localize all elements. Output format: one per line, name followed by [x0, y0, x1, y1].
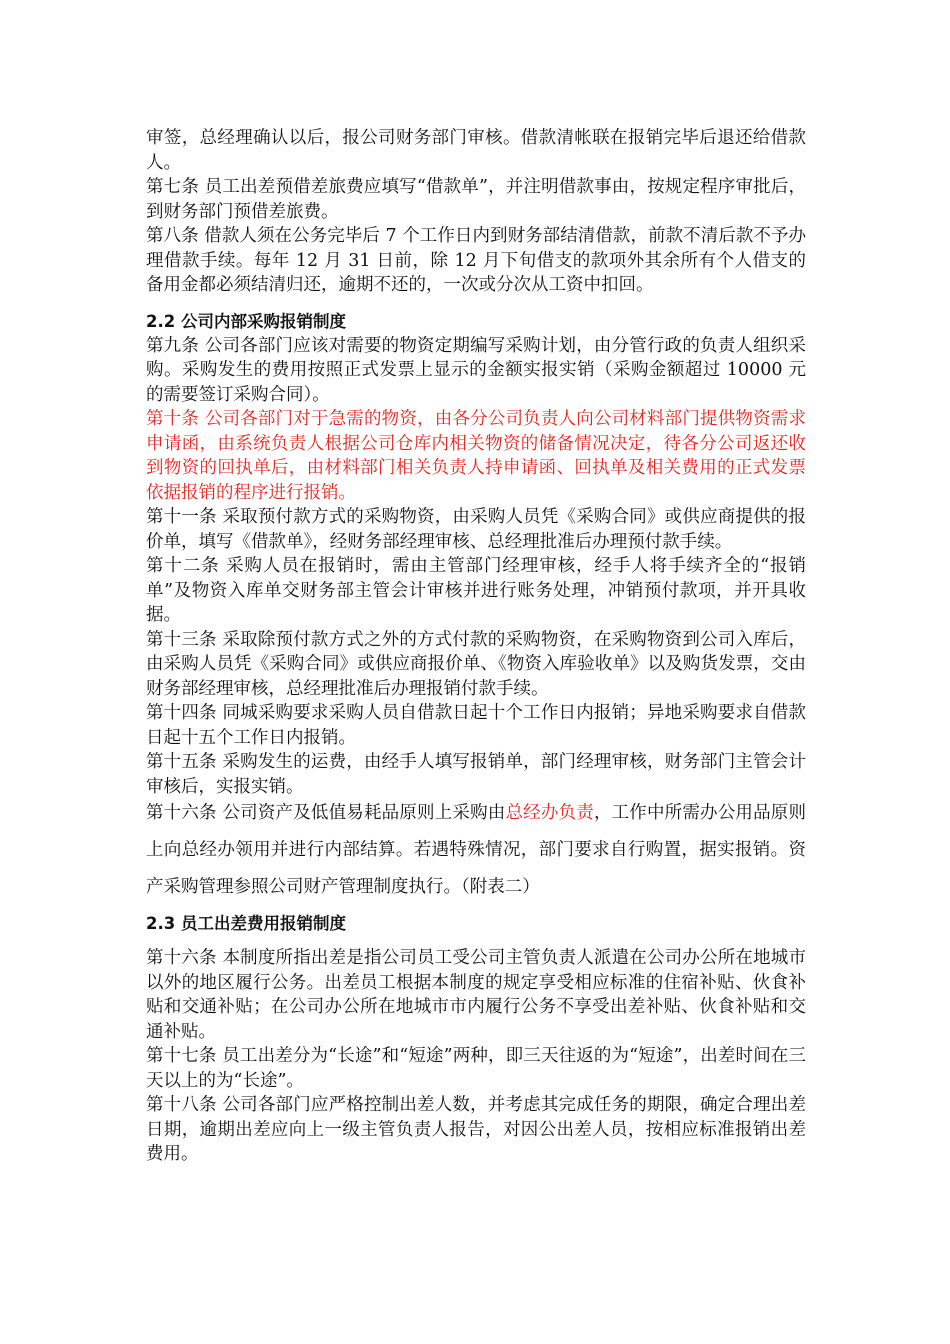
article-17: 第十七条 员工出差分为“长途”和“短途”两种，即三天往返的为“短途”，出差时间在三天以上的为“长途”。: [146, 1046, 806, 1091]
article-16-travel: 第十六条 本制度所指出差是指公司员工受公司主管负责人派遣在公司办公所在地城市以外的地区履行公务。出差员工根据本制度的规定享受相应标准的住宿补贴、伙食补贴和交通补贴；在公司办公所在地城市市内履行公务不享受出差补贴、伙食补贴和交通补贴。: [146, 948, 806, 1042]
section-heading-2-2: 2.2 公司内部采购报销制度: [146, 311, 346, 331]
section-heading-2-3: 2.3 员工出差费用报销制度: [146, 914, 346, 933]
article-7: 第七条 员工出差预借差旅费应填写“借款单”，并注明借款事由，按规定程序审批后，到财务部门预借差旅费。: [146, 177, 806, 222]
paragraph-continuation: 审签，总经理确认以后，报公司财务部门审核。借款清帐联在报销完毕后退还给借款人。: [146, 128, 806, 173]
article-16-highlight: 总经办负责: [505, 803, 594, 823]
document-page: [146, 126, 806, 1167]
article-14: 第十四条 同城采购要求采购人员自借款日起十个工作日内报销；异地采购要求自借款日起十五个工作日内报销。: [146, 703, 806, 748]
article-18: 第十八条 公司各部门应严格控制出差人数，并考虑其完成任务的期限，确定合理出差日期，逾期出差应向上一级主管负责人报告，对因公出差人员，按相应标准报销出差费用。: [146, 1095, 806, 1164]
article-16-purchasing: [146, 795, 806, 906]
article-9: 第九条 公司各部门应该对需要的物资定期编写采购计划，由分管行政的负责人组织采购。采购发生的费用按照正式发票上显示的金额实报实销（采购金额超过 10000 元的需要签订采购合同）。: [146, 335, 806, 405]
article-12: 第十二条 采购人员在报销时，需由主管部门经理审核，经手人将手续齐全的“报销单”及物资入库单交财务部主管会计审核并进行账务处理，冲销预付款项，并开具收据。: [146, 556, 806, 625]
article-16-text-b: ，工作中所需办公用品原则上向总经办领用并进行内部结算。若遇特殊情况，部门要求自行购置，据实报销。资产采购管理参照公司财产管理制度执行。（附表二）: [146, 803, 806, 897]
article-8: 第八条 借款人须在公务完毕后 7 个工作日内到财务部结清借款，前款不清后款不予办理借款手续。每年 12 月 31 日前，除 12 月下旬借支的款项外其余所有个人借支的备用金都必须结清归还，逾期不还的，一次或分次从工资中扣回。: [146, 226, 806, 295]
article-11: 第十一条 采取预付款方式的采购物资，由采购人员凭《采购合同》或供应商提供的报价单，填写《借款单》，经财务部经理审核、总经理批准后办理预付款手续。: [146, 507, 806, 552]
article-10-highlighted: 第十条 公司各部门对于急需的物资，由各分公司负责人向公司材料部门提供物资需求申请函，由系统负责人根据公司仓库内相关物资的储备情况决定，待各分公司返还收到物资的回执单后，由材料部门相关负责人持申请函、回执单及相关费用的正式发票依据报销的程序进行报销。: [146, 409, 806, 503]
article-13: 第十三条 采取除预付款方式之外的方式付款的采购物资，在采购物资到公司入库后，由采购人员凭《采购合同》或供应商报价单、《物资入库验收单》以及购货发票，交由财务部经理审核，总经理批准后办理报销付款手续。: [146, 629, 806, 699]
article-15: 第十五条 采购发生的运费，由经手人填写报销单，部门经理审核，财务部门主管会计审核后，实报实销。: [146, 752, 806, 797]
article-16-text-a: 第十六条 公司资产及低值易耗品原则上采购由: [146, 803, 506, 823]
